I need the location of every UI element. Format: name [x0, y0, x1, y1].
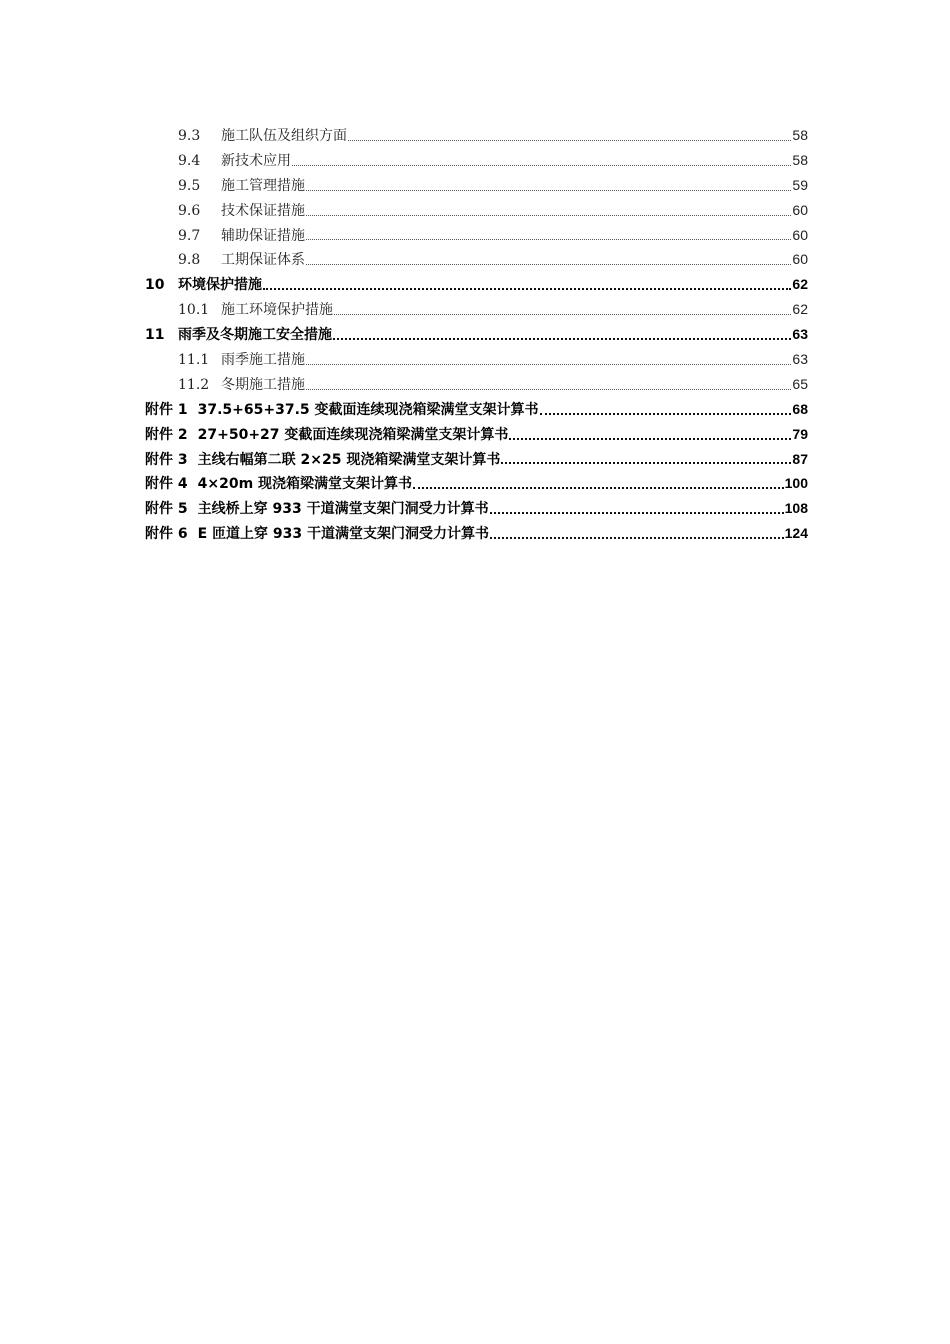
toc-entry-number: 附件 4 — [145, 476, 188, 493]
toc-entry-attachment-4[interactable] — [145, 471, 808, 496]
toc-entry-9-5[interactable] — [145, 173, 808, 198]
dot-leader — [306, 264, 791, 265]
toc-entry-attachment-5[interactable] — [145, 496, 808, 521]
toc-entry-page: 58 — [792, 151, 808, 168]
toc-entry-title: 新技术应用 — [221, 152, 291, 169]
dot-leader — [306, 215, 791, 216]
toc-entry-page: 60 — [792, 251, 808, 268]
toc-entry-number: 9.7 — [178, 227, 201, 244]
toc-entry-title: 技术保证措施 — [221, 202, 305, 219]
toc-entry-page: 79 — [792, 425, 808, 442]
toc-entry-title: 雨季施工措施 — [221, 352, 305, 369]
toc-entry-number: 附件 2 — [145, 426, 188, 443]
dot-leader — [509, 438, 791, 440]
dot-leader — [306, 239, 791, 240]
toc-entry-title: 施工队伍及组织方面 — [221, 128, 347, 144]
toc-entry-10-1[interactable] — [145, 297, 808, 322]
toc-entry-title: 4×20m 现浇箱梁满堂支架计算书 — [197, 476, 413, 493]
dot-leader — [413, 487, 784, 489]
toc-entry-title: 主线右幅第二联 2×25 现浇箱梁满堂支架计算书 — [197, 451, 501, 468]
toc-entry-page: 62 — [792, 301, 808, 318]
toc-entry-page: 58 — [792, 127, 808, 143]
dot-leader — [333, 338, 791, 340]
toc-entry-number: 10.1 — [178, 302, 210, 319]
dot-leader — [263, 288, 791, 290]
dot-leader — [348, 140, 791, 141]
toc-entry-11[interactable] — [145, 322, 808, 347]
toc-entry-number: 9.8 — [178, 252, 201, 269]
toc-entry-number: 9.6 — [178, 202, 201, 219]
dot-leader — [306, 190, 791, 191]
toc-entry-9-3[interactable] — [145, 123, 808, 148]
toc-entry-attachment-2[interactable] — [145, 422, 808, 447]
toc-entry-attachment-6[interactable] — [145, 521, 808, 546]
dot-leader — [490, 512, 784, 514]
toc-entry-number: 附件 6 — [145, 526, 188, 543]
toc-entry-page: 65 — [792, 375, 808, 392]
toc-entry-9-7[interactable] — [145, 223, 808, 248]
toc-entry-title: 工期保证体系 — [221, 252, 305, 269]
toc-entry-number: 附件 5 — [145, 501, 188, 518]
toc-entry-number: 11.1 — [178, 352, 210, 369]
toc-entry-number: 11.2 — [178, 376, 210, 393]
toc-entry-number: 11 — [145, 327, 165, 344]
toc-entry-page: 60 — [792, 226, 808, 243]
toc-entry-title: 雨季及冬期施工安全措施 — [178, 327, 332, 344]
table-of-contents — [145, 123, 808, 546]
toc-entry-page: 87 — [792, 450, 808, 467]
dot-leader — [334, 314, 791, 315]
toc-entry-page: 68 — [792, 400, 808, 417]
toc-entry-10[interactable] — [145, 272, 808, 297]
toc-entry-number: 附件 1 — [145, 401, 188, 418]
toc-entry-title: 施工环境保护措施 — [221, 302, 333, 319]
toc-entry-attachment-3[interactable] — [145, 447, 808, 472]
toc-entry-11-2[interactable] — [145, 372, 808, 397]
toc-entry-page: 60 — [792, 201, 808, 218]
toc-entry-page: 124 — [784, 525, 808, 542]
toc-entry-page: 63 — [792, 326, 808, 343]
dot-leader — [306, 364, 791, 365]
toc-entry-11-1[interactable] — [145, 347, 808, 372]
toc-entry-number: 10 — [145, 277, 165, 294]
toc-entry-title: E 匝道上穿 933 干道满堂支架门洞受力计算书 — [197, 526, 490, 543]
toc-entry-9-4[interactable] — [145, 148, 808, 173]
toc-entry-page: 59 — [792, 176, 808, 193]
dot-leader — [490, 537, 784, 539]
toc-entry-page: 62 — [792, 276, 808, 293]
dot-leader — [540, 413, 792, 415]
toc-entry-number: 附件 3 — [145, 451, 188, 468]
toc-entry-title: 主线桥上穿 933 干道满堂支架门洞受力计算书 — [197, 501, 489, 518]
toc-entry-number: 9.3 — [178, 128, 201, 144]
dot-leader — [501, 462, 791, 464]
toc-entry-page: 108 — [784, 500, 808, 517]
toc-entry-title: 27+50+27 变截面连续现浇箱梁满堂支架计算书 — [197, 426, 509, 443]
toc-entry-9-8[interactable] — [145, 247, 808, 272]
dot-leader — [292, 165, 791, 166]
toc-entry-title: 冬期施工措施 — [221, 376, 305, 393]
toc-entry-page: 100 — [784, 475, 808, 492]
toc-entry-title: 环境保护措施 — [178, 277, 262, 294]
toc-entry-number: 9.4 — [178, 152, 201, 169]
toc-entry-number: 9.5 — [178, 177, 201, 194]
dot-leader — [306, 389, 791, 390]
toc-entry-title: 37.5+65+37.5 变截面连续现浇箱梁满堂支架计算书 — [197, 401, 539, 418]
toc-entry-page: 63 — [792, 351, 808, 368]
toc-entry-title: 辅助保证措施 — [221, 227, 305, 244]
toc-entry-title: 施工管理措施 — [221, 177, 305, 194]
toc-entry-9-6[interactable] — [145, 198, 808, 223]
toc-entry-attachment-1[interactable] — [145, 397, 808, 422]
